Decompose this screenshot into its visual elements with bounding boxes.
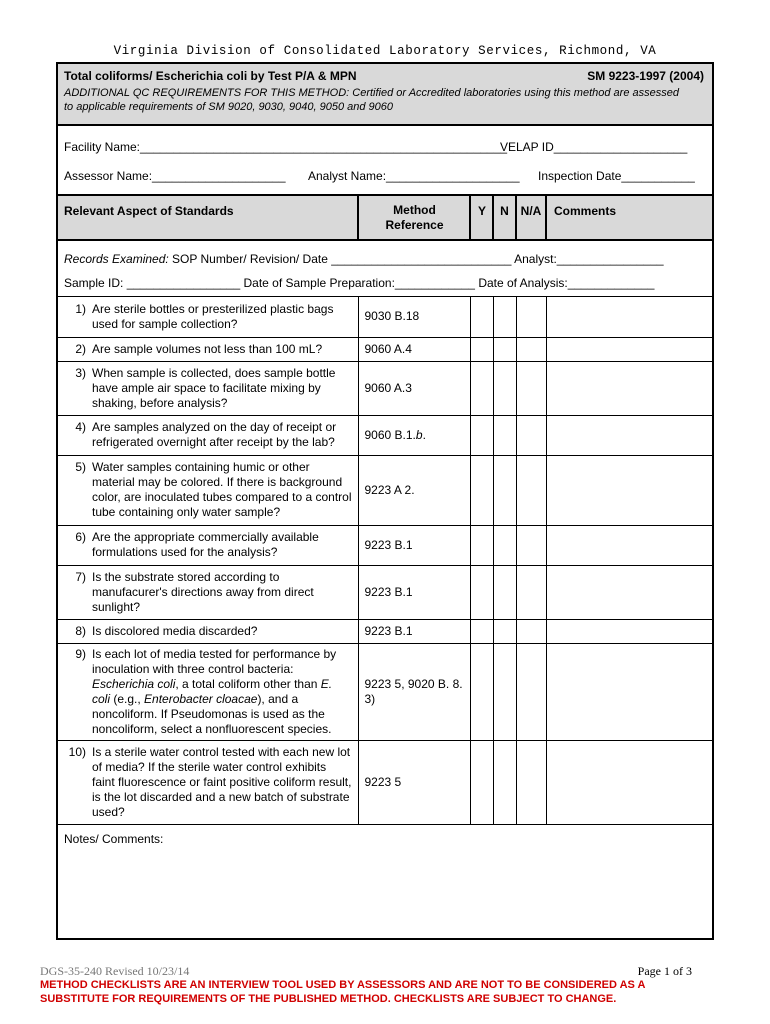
n-checkbox[interactable] [493,361,516,415]
na-checkbox[interactable] [516,740,546,824]
notes-label: Notes/ Comments: [64,832,164,846]
divider [58,239,712,241]
question-number: 7) [75,569,86,584]
question-cell [58,297,358,337]
col-method [359,203,470,233]
comment-cell[interactable] [546,297,712,337]
question-number: 2) [75,341,86,356]
n-checkbox[interactable] [493,337,516,361]
comment-cell[interactable] [546,740,712,824]
comment-cell[interactable] [546,361,712,415]
method-reference: 9030 B.18 [358,297,470,337]
n-checkbox[interactable] [493,643,516,740]
na-checkbox[interactable] [516,643,546,740]
comment-cell[interactable] [546,619,712,643]
sample-id-line[interactable]: Sample ID: _________________ Date of Sample Preparation:____________ Date of Analysis:_____________ [64,276,655,290]
y-checkbox[interactable] [470,525,493,565]
question-text: Are sterile bottles or presterilized plastic bags used for sample collection? [92,301,334,331]
method-reference: 9223 B.1 [358,565,470,619]
question-row [58,740,712,824]
method-reference: 9060 A.4 [358,337,470,361]
col-comments: Comments [554,204,617,218]
method-reference: 9223 5, 9020 B. 8. 3) [358,643,470,740]
question-text: Are samples analyzed on the day of receipt or refrigerated overnight after receipt by the lab? [92,420,337,449]
n-checkbox[interactable] [493,565,516,619]
title-block [58,64,712,124]
question-cell [58,455,358,525]
question-text: Is discolored media discarded? [92,623,258,638]
question-number: 3) [75,365,86,380]
y-checkbox[interactable] [470,455,493,525]
method-standard: SM 9223-1997 (2004) [587,69,704,83]
y-checkbox[interactable] [470,337,493,361]
records-examined-label: Records Examined: [64,252,169,266]
question-row [58,337,712,361]
form-revision: DGS-35-240 Revised 10/23/14 [40,964,190,978]
question-cell [58,643,358,740]
question-number: 10) [68,744,86,759]
comment-cell[interactable] [546,565,712,619]
na-checkbox[interactable] [516,415,546,455]
divider [58,124,712,126]
col-n: N [500,204,509,218]
question-text: Are the appropriate commercially available formulations used for the analysis? [92,530,319,559]
na-checkbox[interactable] [516,455,546,525]
question-text: Is each lot of media tested for performance by inoculation with three control bacteria: Escherichia coli, a total coliform other than E. coli (e.g., Enterobacter cloacae), and a noncoliform. If Pseudomonas is used as the noncoliform, select a nonfluorescent species. [92,646,337,736]
col-method-line2: Reference [385,218,444,232]
question-cell [58,415,358,455]
notes-area[interactable] [58,848,712,936]
question-row [58,643,712,740]
question-number: 6) [75,530,86,544]
n-checkbox[interactable] [493,619,516,643]
disclaimer-warning: METHOD CHECKLISTS ARE AN INTERVIEW TOOL USED BY ASSESSORS AND ARE NOT TO BE CONSIDERED AS A SUBSTITUTE FOR REQUIREMENTS OF THE PUBLISHED METHOD. CHECKLISTS ARE SUBJECT TO CHANGE. [40,979,646,1005]
question-row [58,415,712,455]
y-checkbox[interactable] [470,415,493,455]
question-text: Are sample volumes not less than 100 mL? [92,341,323,356]
y-checkbox[interactable] [470,361,493,415]
question-row [58,361,712,415]
qc-requirements-line1: ADDITIONAL QC REQUIREMENTS FOR THIS METHOD: Certified or Accredited laboratories using this method are assessed [64,87,679,99]
page-number: Page 1 of 3 [637,964,692,978]
y-checkbox[interactable] [470,565,493,619]
comment-cell[interactable] [546,525,712,565]
na-checkbox[interactable] [516,619,546,643]
question-cell [58,525,358,565]
question-number: 1) [75,301,86,316]
question-text: Water samples containing humic or other material may be colored. If there is background color, are inoculated tubes compared to a control tube containing only water sample? [92,460,352,519]
method-reference: 9223 B.1 [358,619,470,643]
question-cell [58,565,358,619]
col-method-line1: Method [393,203,436,217]
method-reference: 9060 B.1.b. [358,415,470,455]
velap-id-field[interactable]: VELAP ID____________________ [500,140,688,154]
lab-header: Virginia Division of Consolidated Laboratory Services, Richmond, VA [113,44,657,58]
question-number: 5) [75,460,86,474]
inspection-date-field[interactable]: Inspection Date___________ [538,169,695,183]
col-na: N/A [520,204,542,218]
comment-cell[interactable] [546,415,712,455]
question-table [58,297,712,827]
sop-number-field: SOP Number/ Revision/ Date ___________________________ Analyst:________________ [168,252,664,266]
n-checkbox[interactable] [493,415,516,455]
question-row [58,297,712,337]
question-row [58,455,712,525]
n-checkbox[interactable] [493,297,516,337]
method-reference: 9060 A.3 [358,361,470,415]
comment-cell[interactable] [546,455,712,525]
question-cell [58,361,358,415]
question-number: 4) [75,420,86,434]
records-examined-line[interactable] [64,252,664,266]
facility-name-field[interactable]: Facility Name:_______________________________________________________ [64,140,508,154]
question-number: 9) [75,646,86,661]
question-text: When sample is collected, does sample bottle have ample air space to facilitate mixing by shaking, before analysis? [92,365,336,410]
y-checkbox[interactable] [470,740,493,824]
comment-cell[interactable] [546,337,712,361]
y-checkbox[interactable] [470,619,493,643]
col-y: Y [477,204,486,218]
n-checkbox[interactable] [493,525,516,565]
question-text: Is a sterile water control tested with each new lot of media? If the sterile water control exhibits faint fluorescence or faint positive coliform result, is the lot discarded and a new batch of substrate used? [92,744,352,819]
na-checkbox[interactable] [516,297,546,337]
comment-cell[interactable] [546,643,712,740]
assessor-name-field[interactable]: Assessor Name:____________________ [64,169,286,183]
question-row [58,619,712,643]
question-cell [58,740,358,824]
question-row [58,525,712,565]
na-checkbox[interactable] [516,565,546,619]
analyst-name-field[interactable]: Analyst Name:____________________ [308,169,520,183]
y-checkbox[interactable] [470,297,493,337]
question-cell [58,619,358,643]
question-number: 8) [75,623,86,638]
na-checkbox[interactable] [516,525,546,565]
n-checkbox[interactable] [493,740,516,824]
method-reference: 9223 B.1 [358,525,470,565]
method-reference: 9223 A 2. [358,455,470,525]
n-checkbox[interactable] [493,455,516,525]
checklist-form [56,62,714,940]
y-checkbox[interactable] [470,643,493,740]
na-checkbox[interactable] [516,361,546,415]
question-text: Is the substrate stored according to manufacurer's directions away from direct sunlight? [92,569,314,614]
column-header [58,196,712,239]
question-cell [58,337,358,361]
qc-requirements-line2: to applicable requirements of SM 9020, 9030, 9040, 9050 and 9060 [64,101,394,113]
col-aspect: Relevant Aspect of Standards [64,204,234,218]
method-reference: 9223 5 [358,740,470,824]
question-row [58,565,712,619]
form-title: Total coliforms/ Escherichia coli by Test P/A & MPN [64,69,357,83]
na-checkbox[interactable] [516,337,546,361]
